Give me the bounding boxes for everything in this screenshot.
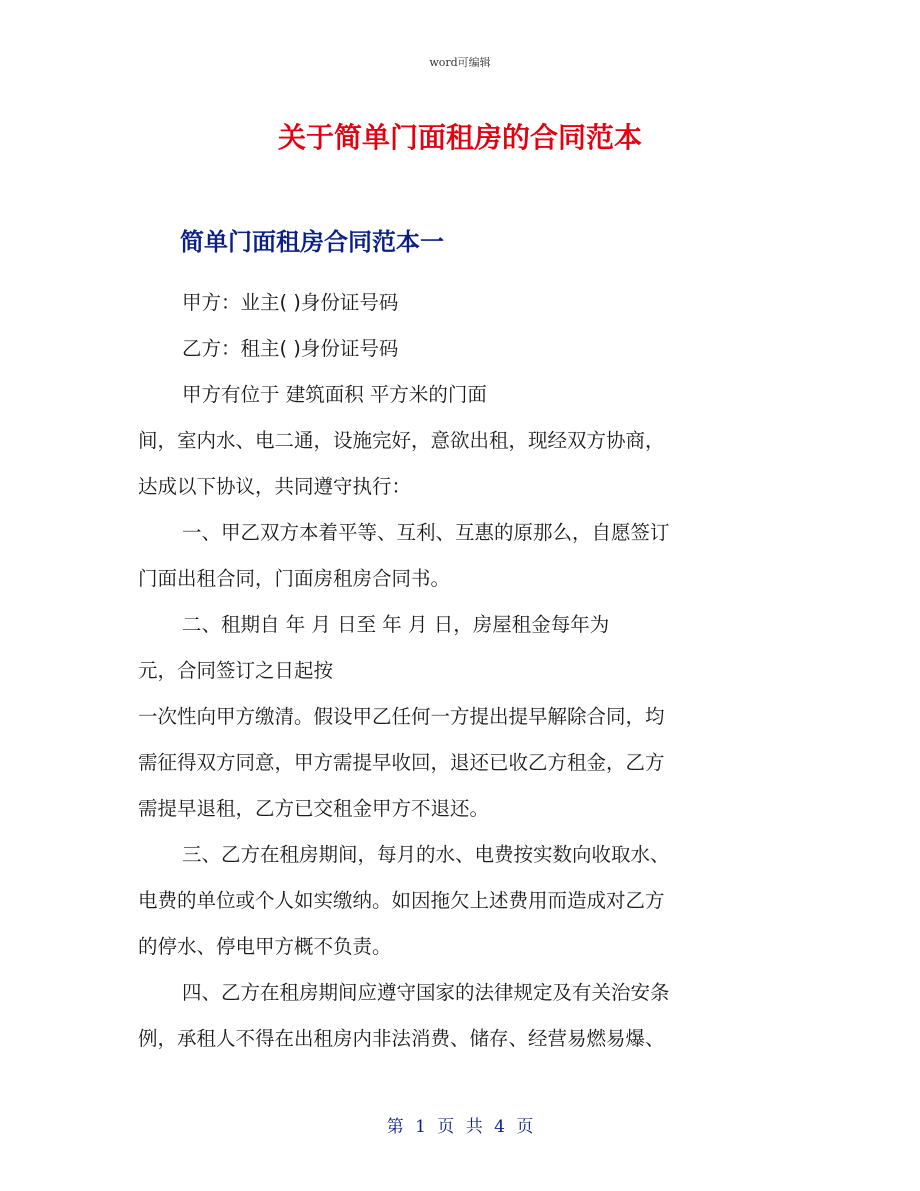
body-line: 需提早退租，乙方已交租金甲方不退还。 [138,797,490,820]
page-header: word可编辑 [429,56,491,69]
body-line: 乙方：租主( )身份证号码 [182,337,399,360]
body-line: 一、甲乙双方本着平等、互利、互惠的原那么，自愿签订 [182,521,670,544]
body-line: 甲方：业主( )身份证号码 [182,291,399,314]
body-line: 电费的单位或个人如实缴纳。如因拖欠上述费用而造成对乙方 [138,889,665,912]
body-line: 一次性向甲方缴清。假设甲乙任何一方提出提早解除合同，均 [138,705,665,728]
body-line: 元，合同签订之日起按 [138,659,334,682]
body-line: 需征得双方同意，甲方需提早收回，退还已收乙方租金，乙方 [138,751,665,774]
body-line: 间，室内水、电二通，设施完好，意欲出租，现经双方协商， [138,429,665,452]
contract-body [138,280,784,1062]
body-line: 四、乙方在租房期间应遵守国家的法律规定及有关治安条 [182,981,670,1004]
page-number-footer: 第 1 页 共 4 页 [386,1117,534,1137]
body-line: 的停水、停电甲方概不负责。 [138,935,392,958]
document-title: 关于简单门面租房的合同范本 [277,121,642,154]
body-line: 例，承租人不得在出租房内非法消费、储存、经营易燃易爆、 [138,1027,665,1050]
body-line: 甲方有位于 建筑面积 平方米的门面 [182,383,487,406]
body-line: 二、租期自 年 月 日至 年 月 日，房屋租金每年为 [182,613,610,636]
section-heading: 简单门面租房合同范本一 [180,228,444,256]
body-line: 达成以下协议，共同遵守执行： [138,475,412,498]
body-line: 三、乙方在租房期间，每月的水、电费按实数向收取水、 [182,843,670,866]
body-line: 门面出租合同，门面房租房合同书。 [138,567,451,590]
